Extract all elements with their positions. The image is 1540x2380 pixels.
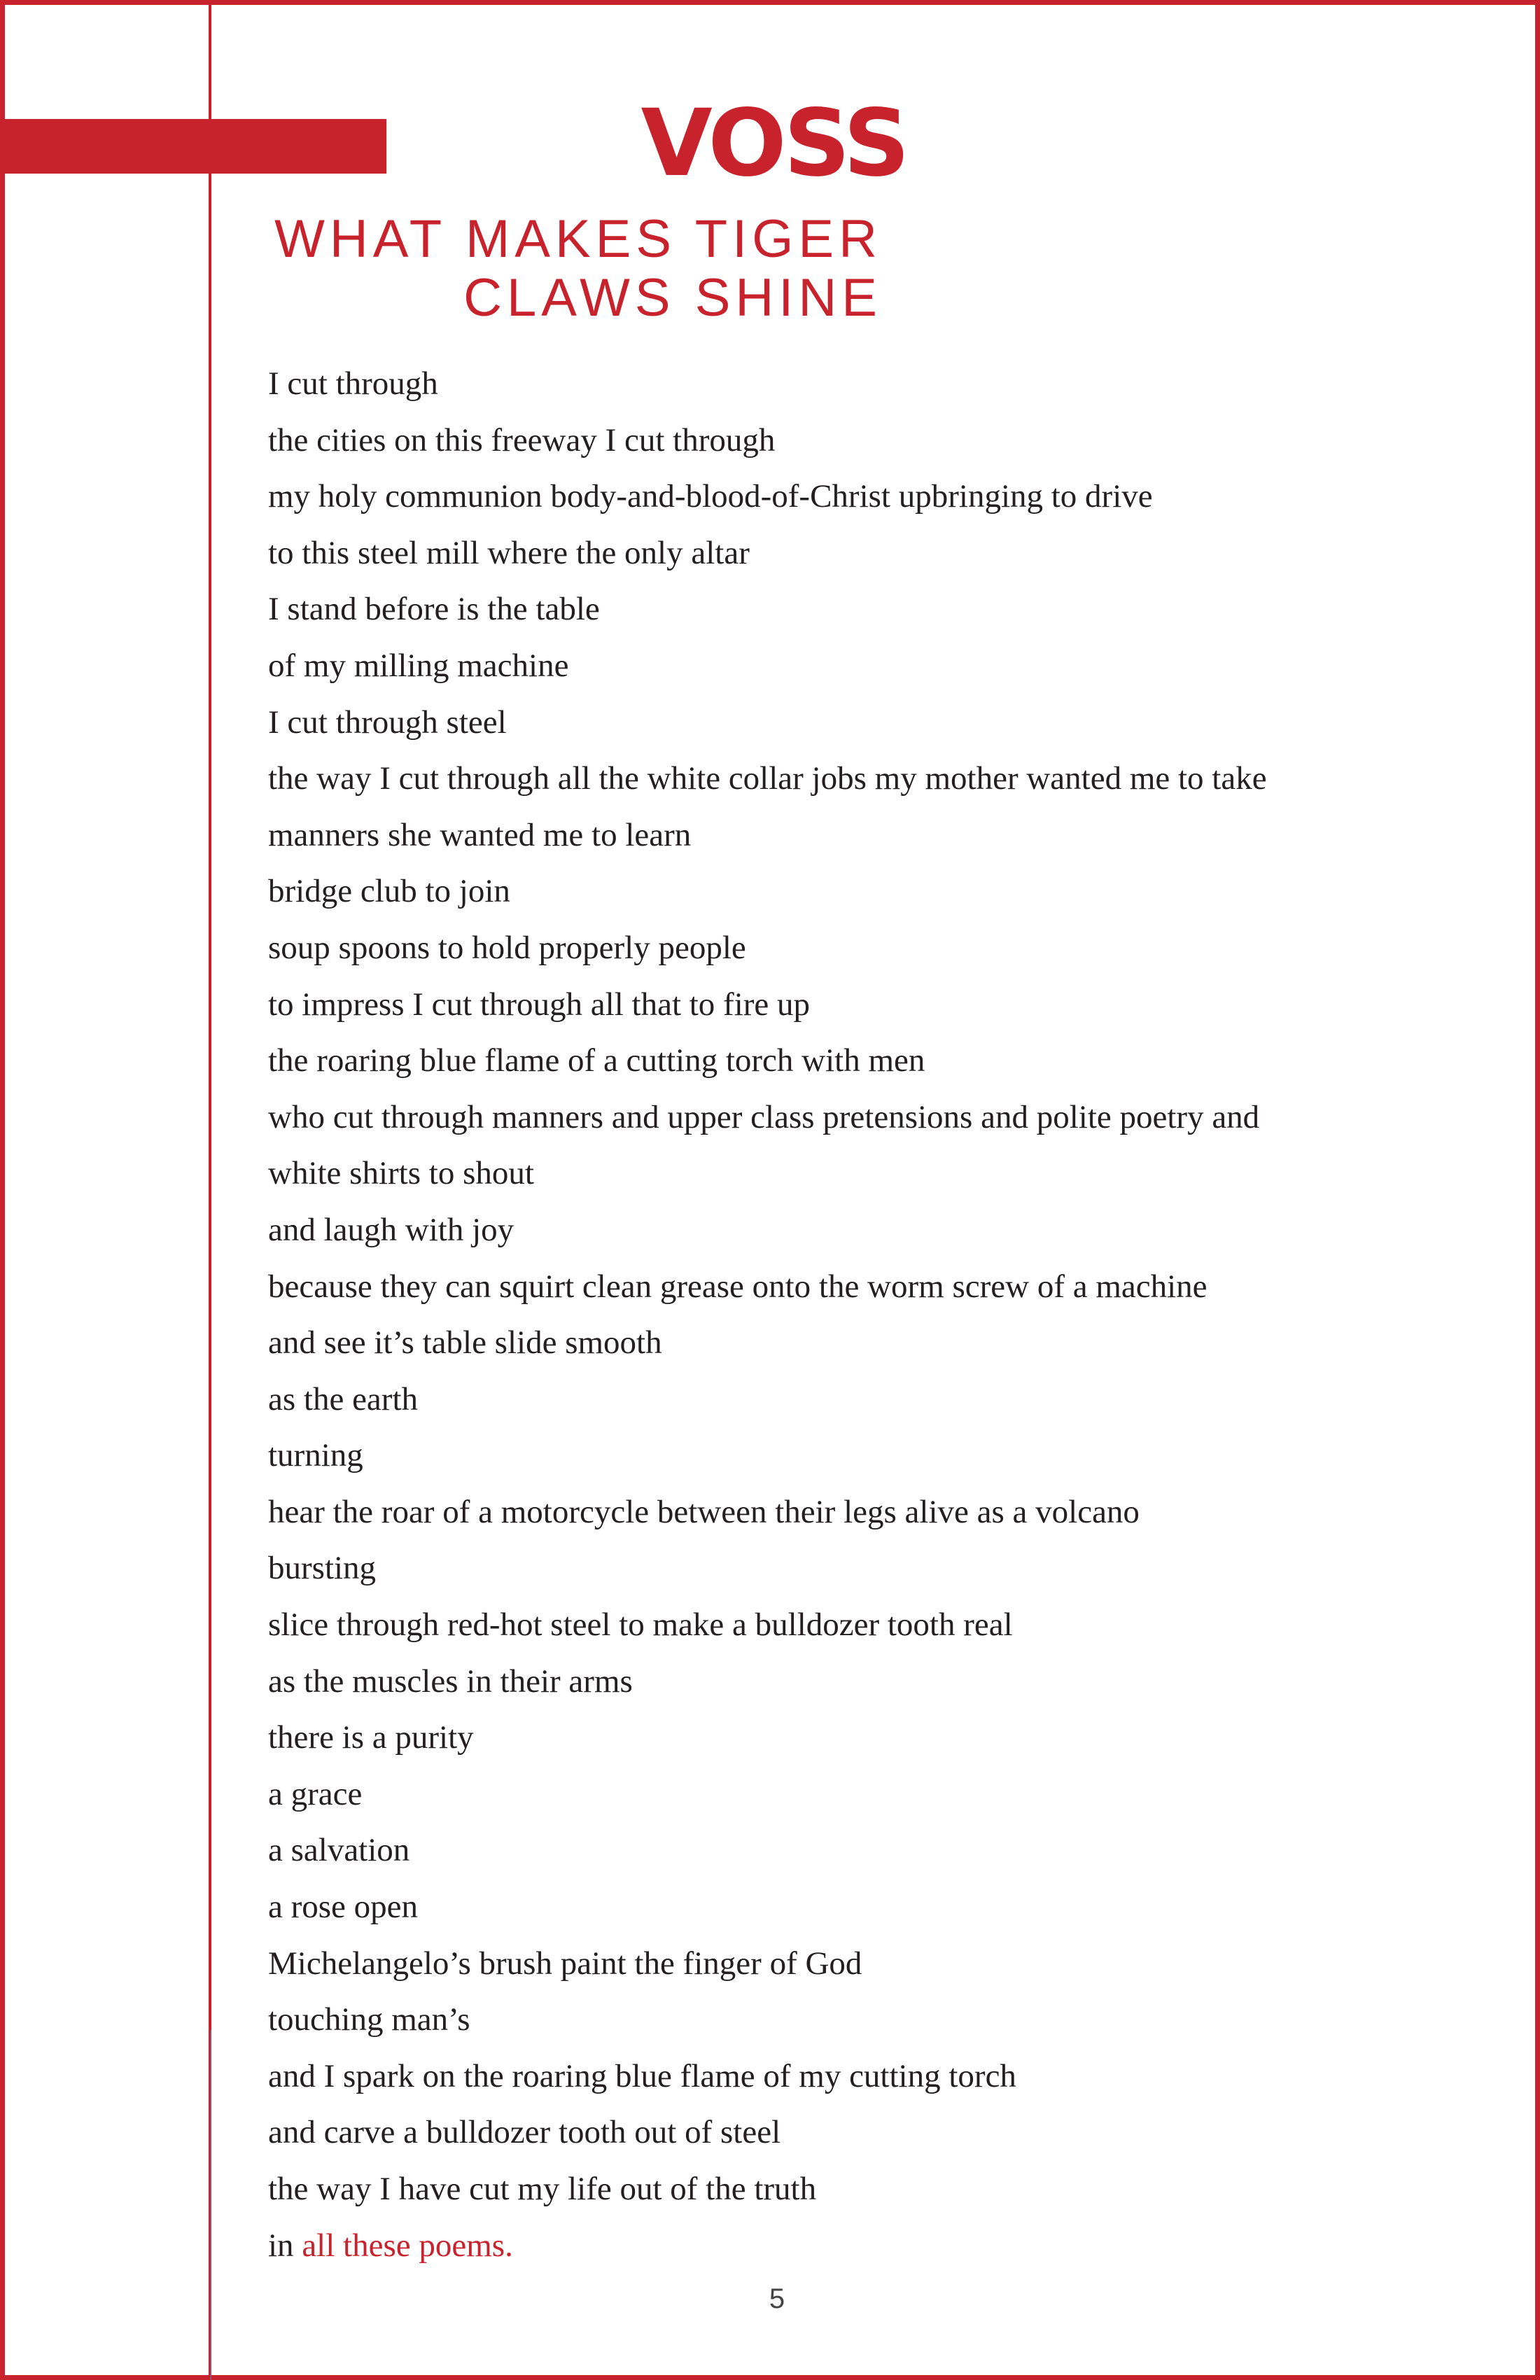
author-last-name: VOSS [640,90,907,197]
poem-line: to impress I cut through all that to fire up [268,986,811,1023]
poem-line: manners she wanted me to learn [268,816,692,853]
poem-line-last [268,2218,1500,2274]
poem-title [274,210,882,328]
poem-line: slice through red-hot steel to make a bulldozer tooth real [268,1606,1013,1644]
poem-title-line-1: WHAT MAKES TIGER [274,209,882,269]
poem-line: touching man’s [268,2001,470,2038]
poem-line: hear the roar of a motorcycle between their legs alive as a volcano [268,1493,1140,1530]
margin-rule-shadow [210,2030,211,2380]
author-first-name: FRED [378,90,641,197]
poem-line: as the muscles in their arms [268,1662,633,1700]
poem-line: there is a purity [268,1719,474,1756]
poem-line: who cut through manners and upper class pretensions and polite poetry and [268,1098,1260,1135]
poem-line: bursting [268,1550,377,1587]
poem-body [268,356,1500,2274]
poem-line-accent: all these poems. [302,2227,513,2264]
poem-line: the roaring blue flame of a cutting torch with men [268,1042,925,1079]
poem-line: the cities on this freeway I cut through [268,421,776,458]
page-number: 5 [769,2283,785,2314]
poem-line: because they can squirt clean grease onto the worm screw of a machine [268,1268,1208,1305]
poem-line: I cut through steel [268,704,507,741]
poem-line: of my milling machine [268,647,569,684]
poem-line: bridge club to join [268,873,510,910]
title-banner-bar [0,119,396,174]
poem-line: and I spark on the roaring blue flame of my cutting torch [268,2057,1016,2094]
poem-line: white shirts to shout [268,1155,534,1192]
poem-line: and laugh with joy [268,1211,514,1248]
poem-line: I stand before is the table [268,591,600,628]
poem-line-prefix: in [268,2227,302,2264]
poem-line: the way I cut through all the white collar jobs my mother wanted me to take [268,760,1267,797]
margin-rule [209,0,211,2380]
poem-line: my holy communion body-and-blood-of-Christ upbringing to drive [268,478,1153,515]
author-name [378,90,907,197]
poem-line: a grace [268,1775,363,1812]
poem-title-line-2: CLAWS SHINE [463,268,882,328]
poem-line: soup spoons to hold properly people [268,929,746,966]
poem-line: and carve a bulldozer tooth out of steel [268,2114,781,2151]
poem-line: Michelangelo’s brush paint the finger of God [268,1945,862,1982]
poem-line: I cut through [268,365,438,402]
poem-line: the way I have cut my life out of the truth [268,2171,817,2207]
poem-line: to this steel mill where the only altar [268,534,750,571]
poem-line: turning [268,1437,363,1474]
poem-line: as the earth [268,1380,419,1418]
poem-line: a rose open [268,1889,419,1926]
poem-line: a salvation [268,1832,410,1869]
poem-line: and see it’s table slide smooth [268,1324,662,1362]
